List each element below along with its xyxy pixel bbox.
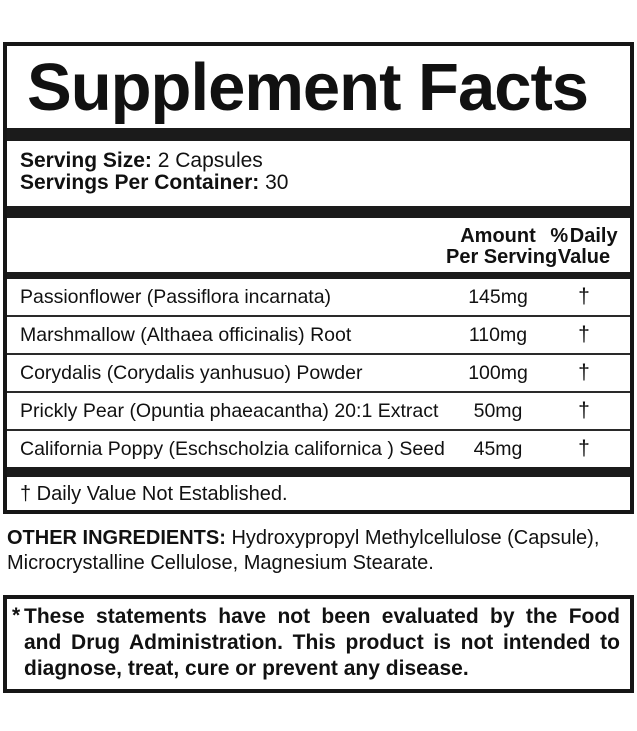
fda-disclaimer-box xyxy=(3,595,634,693)
table-row xyxy=(7,317,630,353)
ingredient-amount: 110mg xyxy=(468,324,528,346)
ingredient-name: Prickly Pear (Opuntia phaeacantha) 20:1 Extract xyxy=(20,400,439,422)
header-spacer xyxy=(20,226,446,268)
table-row xyxy=(7,355,630,391)
serving-size-line xyxy=(20,150,618,172)
disclaimer-asterisk: * xyxy=(12,604,21,627)
ingredient-name: Passionflower (Passiflora incarnata) xyxy=(20,286,332,308)
servings-per-container-label: Servings Per Container: xyxy=(20,171,260,194)
divider-header xyxy=(7,272,630,279)
servings-per-container-value: 30 xyxy=(259,171,289,194)
divider-thick-serving xyxy=(7,206,630,218)
ingredient-dv-dagger: † xyxy=(578,323,590,346)
ingredient-name: Marshmallow (Althaea officinalis) Root xyxy=(20,324,352,346)
disclaimer-line-3: diagnose, treat, cure or prevent any disease. xyxy=(24,657,469,680)
other-ingredients-text: Hydroxypropyl Methylcellulose (Capsule), Microcrystalline Cellulose, Magnesium Stearate. xyxy=(7,527,600,574)
ingredient-dv-dagger: † xyxy=(578,399,590,422)
disclaimer-line-2: and Drug Administration. This product is not intended to xyxy=(24,631,620,654)
ingredient-name: Corydalis (Corydalis yanhusuo) Powder xyxy=(20,362,363,384)
ingredient-amount: 45mg xyxy=(473,438,523,460)
disclaimer-line-1 xyxy=(12,604,620,630)
ingredient-dv-dagger: † xyxy=(578,361,590,384)
serving-size-label: Serving Size: xyxy=(20,149,152,172)
disclaimer-line-1-text: These statements have not been evaluated by the Food xyxy=(24,605,620,628)
supplement-facts-panel xyxy=(3,42,634,514)
serving-size-value: 2 Capsules xyxy=(151,149,263,172)
header-amount-line1: Amount xyxy=(460,225,536,247)
ingredient-dv-dagger: † xyxy=(578,285,590,308)
table-row xyxy=(7,393,630,429)
header-amount-line2: Per Serving xyxy=(446,246,558,268)
other-ingredients xyxy=(7,526,633,576)
ingredient-name: California Poppy (Eschscholzia californica ) Seed xyxy=(20,438,445,460)
ingredient-amount: 50mg xyxy=(473,400,523,422)
header-dv-line2: Value xyxy=(557,246,611,268)
table-row xyxy=(7,431,630,467)
ingredient-amount: 100mg xyxy=(468,362,528,384)
serving-info xyxy=(7,141,630,194)
panel-title: Supplement Facts xyxy=(27,50,589,125)
header-amount-per-serving xyxy=(446,225,558,268)
header-dv-line1: % Daily xyxy=(550,225,618,247)
divider-thick-top xyxy=(7,128,630,141)
header-percent-daily-value xyxy=(550,226,618,268)
servings-per-container-line xyxy=(20,172,618,194)
ingredient-amount: 145mg xyxy=(468,286,528,308)
table-row xyxy=(7,279,630,315)
other-ingredients-label: OTHER INGREDIENTS: xyxy=(7,527,226,549)
table-header xyxy=(7,218,630,272)
daily-value-footnote: † Daily Value Not Established. xyxy=(20,483,288,505)
divider-thick-bottom xyxy=(7,467,630,477)
ingredient-dv-dagger: † xyxy=(578,437,590,460)
